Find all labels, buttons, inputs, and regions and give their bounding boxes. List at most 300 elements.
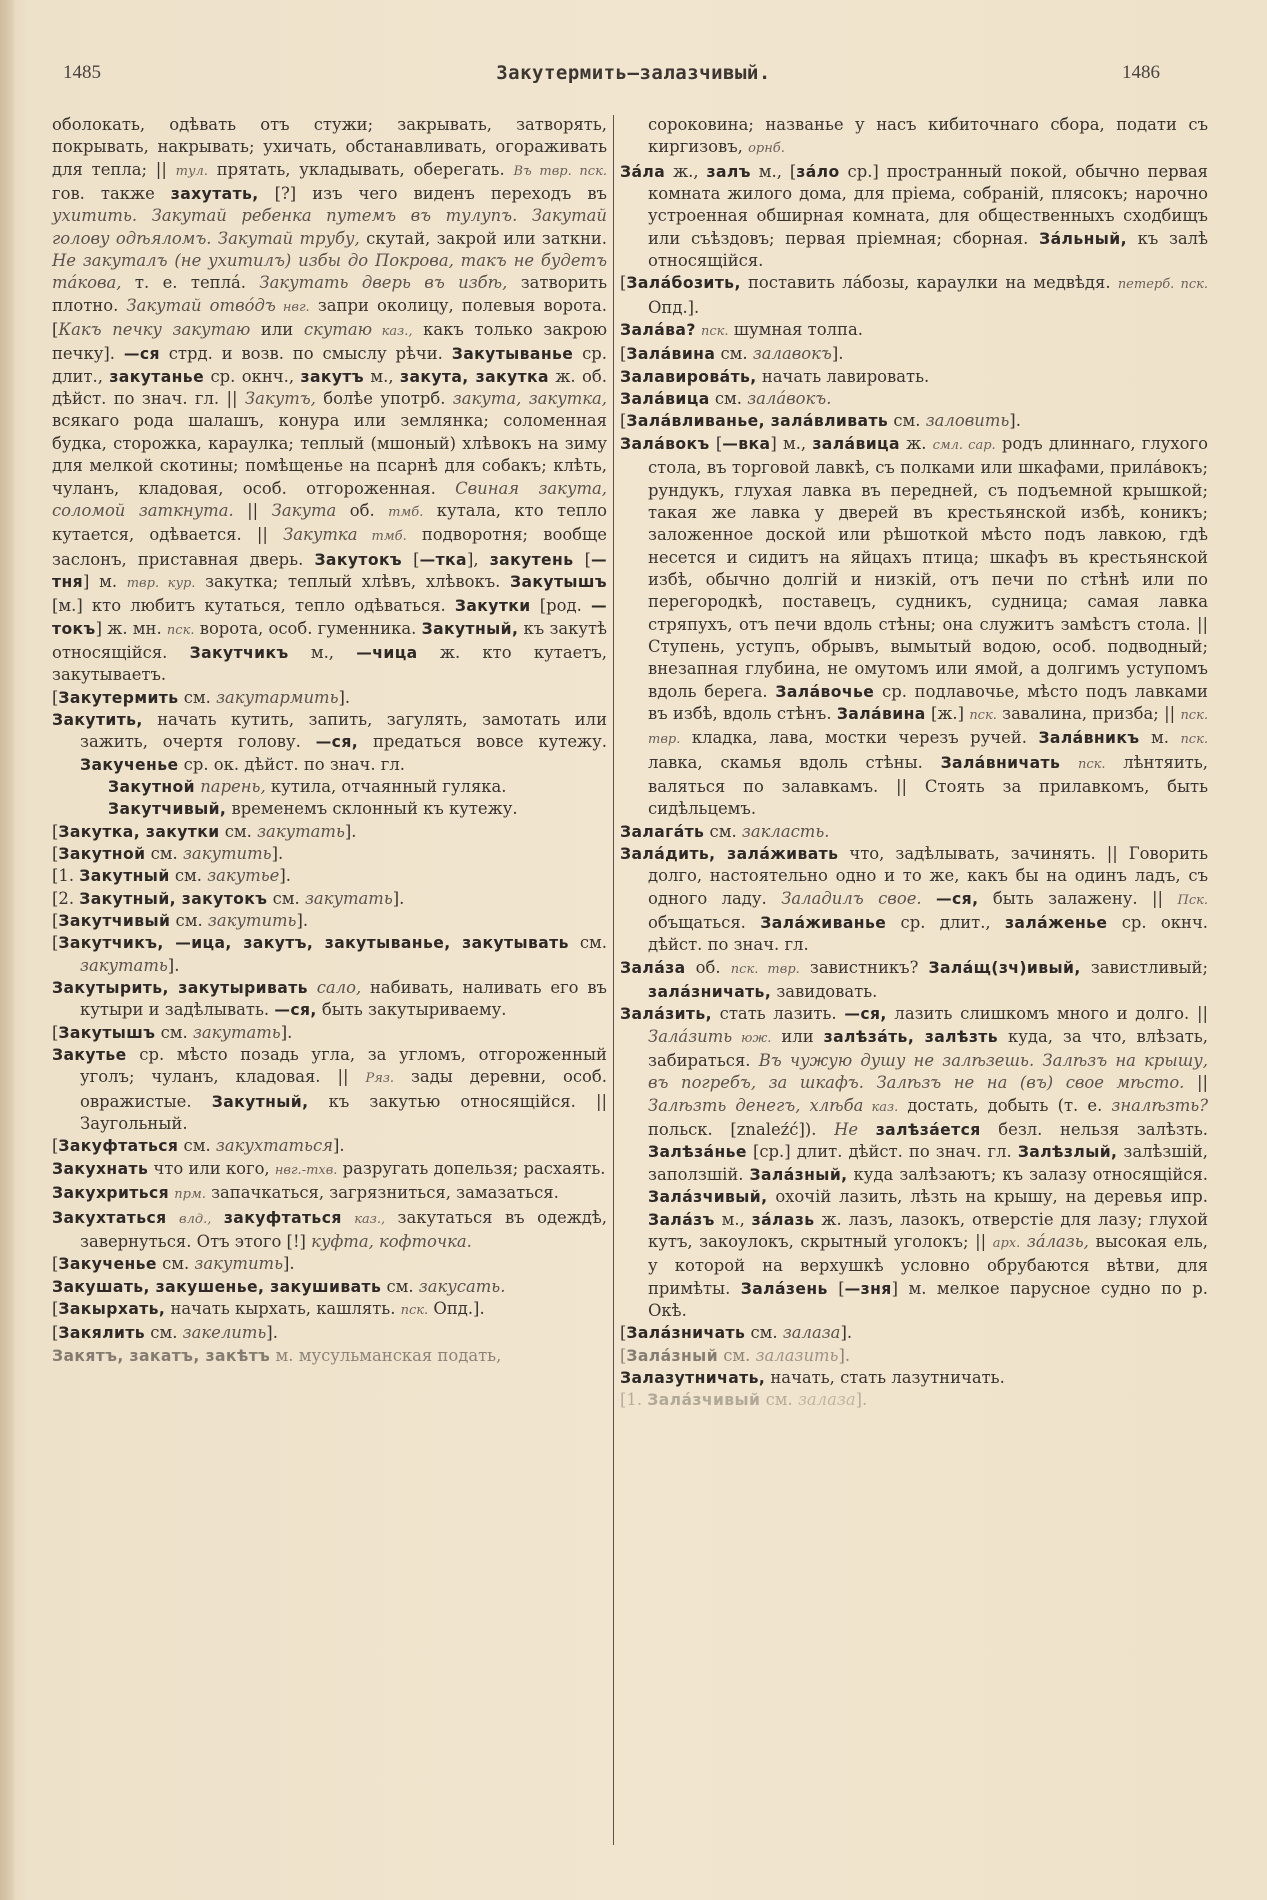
headword: Закухнать [52,1159,149,1178]
example-text: закутить [182,844,272,863]
definition-text: м., [288,642,357,662]
headword: Залáзъ [648,1210,715,1229]
definition-text: ср. окнч., [204,366,301,386]
region-abbrev: твр. кур. [126,575,196,591]
definition-text: запри околицу, полевыя ворота. [ [52,295,607,340]
definition-text: [ [52,1323,59,1343]
dictionary-entry [52,1022,607,1044]
dictionary-entry [620,1367,1208,1389]
example-text: Залѣзть денегъ, хлѣба [648,1095,864,1115]
headword: Залазутничать, [620,1368,766,1387]
definition-text: быть залажену. || [978,888,1178,908]
example-text: залаза [782,1323,841,1343]
definition-text: кладка, лава, мостки черезъ ручей. [680,728,1039,748]
definition-text: см. [178,1136,216,1156]
definition-text: начать лавировать. [756,366,930,386]
headword: —тня [52,550,608,591]
example-text: закутье [207,866,280,886]
headword: Залѣзлый, [1017,1143,1118,1162]
running-title: Закутермить—залазчивый. [496,62,771,84]
definition-text: [ [52,911,59,931]
definition-text: [ [52,1022,59,1042]
region-abbrev: каз. [863,1099,899,1115]
region-abbrev: пск. [969,707,997,723]
headword: —тка [419,550,467,569]
definition-text: см. [170,911,208,931]
definition-text: [ср.] длит. дѣйст. по знач. гл. [746,1142,1018,1162]
example-text: закутать [80,955,168,975]
definition-text: завалина, призба; || [996,703,1181,723]
dictionary-entry [52,1345,607,1367]
definition-text: см. [178,687,217,707]
definition-text: см. [219,821,258,841]
definition-text: временемъ склонный къ кутежу. [226,799,518,819]
headword: Закутермить [58,688,179,707]
definition-text: [ [620,344,627,364]
definition-text: стрд. и возв. по смыслу рѣчи. [159,344,452,364]
headword: Закутышъ [510,572,607,591]
definition-text: [ [52,1254,59,1274]
definition-text: ], [466,549,490,569]
definition-text: прятать, укладывать, оберегать. [207,159,514,179]
definition-text: [?] изъ чего виденъ переходъ въ [258,184,607,204]
definition-text: родъ длиннаго, глухого стола, въ торговой лавкѣ, съ полками или шкафами, прилáвокъ; рундукъ, глухая лавка въ передней, съ подъемной крышкой; такая же лавка у дверей въ крестьянской избѣ, коникъ; заложенное доской или рѣшоткой мѣсто подъ лавкою, гдѣ несется и сидитъ на яйцахъ птица; шкафъ въ крестьянской избѣ, обычно долгій и низкій, отъ печи по стѣнѣ или по перегородкѣ, поставецъ, судникъ, судница; самая лавка стряпухъ, отъ печи вдоль стѣны; она служитъ замѣстъ стола. || Ступень, уступъ, обрывъ, вымытый водою, особ. подводный; внезапная глубина, не омутомъ или ямой, а долгимъ уступомъ вдоль берега. [648,433,1209,701]
definition-text: кутала, кто тепло кутается, одѣвается. || [52,500,607,545]
dictionary-entry [620,433,1208,821]
headword: Закутырить, закутыривать [52,979,308,998]
headword: залѣзáется [875,1121,981,1140]
example-text: скутаю [303,320,373,340]
headword: зáлазь [751,1210,815,1229]
definition-text: скутай, закрой или заткни. [359,228,608,248]
definition-text: ср. окнч. дѣйст. по знач. гл. [648,913,1208,955]
headword: —чица [356,643,418,662]
example-text: зналѣзть? [1111,1095,1208,1115]
headword: Закутчивый [58,912,171,931]
headword: Закутчикъ, —ица, закутъ, закутыванье, закутывать [58,934,569,953]
definition-text: начать, стать лазутничать. [765,1367,1005,1387]
example-text: залазить [755,1345,839,1365]
region-abbrev: тмб. [357,529,407,545]
definition-text: ] м., [770,433,813,453]
definition-text: [ [52,687,59,707]
definition-text: оболокать, одѣвать отъ стужи; закрывать, затворять, покрывать, накрывать; ухичать, обстанавливать, огораживать для тепла; || [52,115,607,179]
headword: —ся, [274,1001,317,1020]
definition-text: набивать, наливать его въ кутыри и задѣлывать. [80,978,607,1020]
definition-text: куда, за что, влѣзать, забираться. [648,1026,1208,1071]
headword: Закутье [52,1046,127,1065]
definition-text: [ [52,1136,59,1156]
headword: Закутчивый, [108,800,227,819]
headword: Закутчикъ [189,643,289,662]
left-column [52,114,607,1367]
region-abbrev: орнб. [748,141,785,157]
definition-text: ср. длит., [886,913,1005,933]
region-abbrev: пск. твр. [648,707,1208,748]
dictionary-entry [52,798,607,820]
example-text: куфта, кофточка. [311,1231,472,1251]
definition-text: разругать допельзя; расхаять. [337,1158,606,1178]
dictionary-entry [620,319,1208,343]
definition-text: об. [336,500,389,520]
headword: Закушать, закушенье, закушивать [52,1277,382,1296]
headword: Закуфтаться [58,1137,179,1156]
definition-text: ] м. [83,571,127,591]
region-abbrev: смл. сар. [932,437,996,453]
definition-text: сороковина; названье у насъ кибиточнаго сбора, подати съ киргизовъ, [648,115,1208,157]
example-text: заловить [925,411,1010,431]
headword: Зáльный, [1039,229,1127,248]
definition-text: ж. лазъ, лазокъ, отверстіе для лазу; глухой кутъ, закоулокъ, скрытный уголокъ; || [648,1209,1208,1251]
definition-text: [ [620,1323,627,1343]
definition-text: лазить слишкомъ много и долго. || [886,1004,1208,1024]
definition-text: ср. длит., [52,344,607,386]
example-text: залавокъ [752,344,832,364]
example-text: закутать [257,821,345,841]
definition-text: ]. [280,1022,293,1042]
definition-text [342,1208,354,1227]
definition-text: см. [169,866,208,886]
right-column [620,114,1208,1412]
definition-text: затворить плотно. [52,273,607,315]
definition-text: м., [714,1209,752,1229]
headword: Закутный, [211,1092,309,1111]
region-abbrev: Пск. [1177,892,1208,908]
example-text: закелить [182,1323,267,1343]
definition-text: предаться вовсе кутежу. [358,732,607,752]
region-abbrev: пск. твр. [730,961,800,977]
definition-text: ]. [167,955,180,975]
dictionary-entry [620,1345,1208,1367]
definition-text: см. [715,344,753,364]
example-text: Закута [271,500,337,520]
dictionary-entry [52,1158,607,1182]
definition-text: ср. ок. дѣйст. по знач. гл. [178,754,405,774]
definition-text: ]. [831,344,844,364]
region-abbrev: тул. [175,163,208,179]
headword: Залавировáть, [620,367,757,386]
definition-text: [ [620,1345,627,1365]
headword: залѣзáть, залѣзть [823,1027,998,1046]
headword: Залáзчивый, [648,1188,768,1207]
dictionary-entry [620,114,1208,161]
definition-text: быть закутыриваему. [316,1000,507,1020]
headword: Залáживанье [760,914,887,933]
definition-text: польск. [znaleźć]). [648,1120,835,1140]
definition-text: лѣнтяить, валяться по залавкамъ. || Стоять за прилавкомъ, быть сидѣльцемъ. [648,752,1208,819]
example-text: закусать. [418,1276,506,1296]
headword: Закутной [108,777,196,796]
region-abbrev: пск. [166,622,195,638]
definition-text: см. [381,1276,419,1296]
headword: Закухтаться [52,1208,167,1227]
definition-text [1060,753,1078,772]
headword: Закутка, закутки [58,822,220,841]
dictionary-entry [620,272,1208,319]
headword: Залáвочье [775,682,875,701]
example-text: Закутъ, [244,389,316,409]
dictionary-entry [52,1322,607,1344]
definition-text [308,978,317,997]
headword: закутень [489,550,574,569]
example-text: Залáзить [648,1026,733,1046]
headword: Закухриться [52,1184,170,1203]
definition-text: [ [52,821,59,841]
headword: Закутокъ [314,550,403,569]
headword: Закутыванье [451,345,574,364]
headword: Залáбозить, [626,274,741,293]
dictionary-entry [620,161,1208,273]
page-number-left: 1485 [63,62,101,83]
headword: закуфтаться [223,1208,342,1227]
example-text: Въ чужую душу не залѣзешь. Залѣзъ на крышу, въ погребъ, за шкафъ. Залѣзъ не на (въ) свое мѣсто. [648,1051,1208,1093]
region-abbrev: Ряз. [365,1071,395,1087]
definition-text [1020,1232,1027,1251]
definition-text: ]. [855,1390,868,1410]
region-abbrev: пск. [701,324,729,340]
definition-text: ]. [332,1136,345,1156]
definition-text: что, задѣлывать, зачинять. || Говорить долго, настоятельно одно и то же, какъ бы на одинъ ладъ, съ одного ладу. [648,844,1208,908]
headword: Залáвникъ [1038,729,1140,748]
definition-text: ]. [1009,411,1021,431]
definition-text: см. [718,1345,756,1365]
definition-text: стать лазить. [711,1004,845,1024]
dictionary-entry [52,888,607,910]
definition-text: [ [52,844,59,863]
region-abbrev: юж. [732,1030,772,1046]
definition-text [211,1208,223,1227]
example-text: закутармить [216,687,339,707]
dictionary-entry [52,776,607,798]
headword: Закутный, [421,619,519,638]
headword: Закырхать, [58,1299,166,1318]
dictionary-entry [620,388,1208,410]
definition-text: см. [568,933,607,953]
headword: Зáла [620,162,666,181]
definition-text: ж. [899,433,933,453]
example-text: закутать [304,888,393,908]
headword: Залагáть [620,822,705,841]
definition-text: объщаться. [648,913,761,933]
headword: Закутный, закутокъ [79,889,268,908]
headword: Залáза [620,958,686,977]
example-text: Закутать дверь въ избѣ, [259,273,508,293]
dictionary-entry [620,343,1208,365]
example-text: закласть. [741,821,830,841]
definition-text: || [233,500,272,520]
definition-text: [2. [52,888,80,908]
dictionary-entry [52,1276,607,1298]
headword: Закученье [58,1255,157,1274]
definition-text: завистливый; [1080,957,1208,977]
definition-text: шумная толпа. [728,320,863,340]
example-text: закута, закутка, [452,389,608,409]
dictionary-entry [620,1322,1208,1344]
headword: Закялить [58,1324,146,1343]
definition-text: закутаться въ одеждѣ, завернуться. Отъ этого [!] [80,1207,607,1251]
dictionary-entry [620,410,1208,432]
definition-text: зады деревни, особ. овражистые. [80,1067,608,1111]
definition-text: ]. [296,911,309,931]
definition-text: [ [52,1298,59,1318]
dictionary-entry [620,1389,1208,1411]
example-text: парень, [200,776,266,796]
definition-text: см. [745,1323,783,1343]
definition-text: высокая ель, у которой на верхушкѣ условно обрубаются вѣтви, для примѣты. [648,1231,1208,1298]
definition-text: [ [52,933,59,953]
definition-text: ж., [665,161,707,181]
dictionary-entry [620,957,1208,1004]
headword: Закятъ, закатъ, закѣтъ [52,1346,271,1365]
definition-text: [м.] кто любитъ кутаться, тепло одѣваться. [52,596,455,616]
headword: —токъ [52,597,607,638]
dictionary-entry [52,1253,607,1275]
definition-text: ]. [338,687,351,707]
definition-text: ]. [838,1345,851,1365]
definition-text: какъ только закрою печку]. [52,320,607,364]
headword: Закутить, [52,710,143,729]
dictionary-entry [52,709,607,776]
definition-text: ]. [344,821,357,841]
definition-text: лавка, скамья вдоль стѣны. [648,752,941,772]
definition-text: [ [573,549,592,569]
dictionary-entry [52,1182,607,1206]
example-text: Свиная закута, соломой заткнута. [52,478,607,520]
headword: Залáзный [626,1346,719,1365]
definition-text: т. е. теплá. [121,273,260,293]
definition-text: охочій лазить, лѣзть на крышу, на деревья ипр. [767,1187,1208,1207]
example-text: Закутка [283,525,358,545]
definition-text: см. [145,844,183,863]
dictionary-entry [52,1135,607,1157]
headword: Залáзень [740,1279,828,1298]
headword: Залáвокъ [620,434,710,453]
definition-text: [ [620,273,627,293]
page-number-right: 1486 [1122,62,1160,83]
dictionary-entry [52,910,607,932]
dictionary-entry [52,114,607,687]
region-abbrev: петерб. пск. [1117,277,1209,293]
definition-text: безл. нельзя залѣзть. [980,1120,1208,1140]
definition-text: см. [145,1323,183,1343]
definition-text: гов. также [52,184,171,204]
headword: Залáвливанье, залáвливать [626,412,889,431]
definition-text: завистникъ? [799,957,929,977]
dictionary-entry [52,1207,607,1254]
region-abbrev: тмб. [388,504,424,520]
definition-text: м. мусульманская подать, [270,1345,502,1365]
definition-text: ]. [266,1323,278,1343]
definition-text: ср. подлавочье, мѣсто подъ лавками въ избѣ, вдоль стѣнъ. [648,681,1208,723]
region-abbrev: нвг.-тхв. [274,1162,338,1178]
definition-text: м. [1139,728,1181,748]
definition-text: достать, добыть (т. е. [898,1095,1112,1115]
definition-text: см. [155,1022,193,1042]
region-abbrev: Въ твр. пск. [513,163,607,179]
example-text: залáвокъ. [747,389,832,409]
headword: Закутной [58,845,146,863]
headword: Залáзчивый [647,1391,761,1410]
definition-text: [1. [620,1390,648,1410]
dictionary-entry [620,1003,1208,1322]
dictionary-entry [52,1044,607,1135]
headword: Закутки [454,597,531,616]
headword: —ся, [844,1005,887,1024]
dictionary-entry [52,843,607,865]
example-text: закутить [207,911,297,931]
headword: закутъ [300,367,364,386]
definition-text: ж. об. дѣйст. по знач. гл. || [52,366,608,409]
definition-text: см. [267,888,305,908]
headword: залъ [706,162,751,181]
definition-text: ж. кто кутаетъ, закутываетъ. [52,642,608,685]
definition-text: что или кого, [148,1158,275,1178]
headword: —зня [844,1279,892,1298]
definition-text: или [250,320,304,340]
headword: —ся, [936,889,979,908]
headword: Залáвица [620,390,710,409]
headword: Залѣзáнье [648,1143,747,1162]
headword: Залáвина [836,704,926,723]
example-text: залаза [797,1390,856,1410]
definition-text: ] м. мелкое парусное судно по р. Окѣ. [648,1278,1208,1320]
book-spine-shadow [0,0,14,1900]
definition-text: см. [888,411,926,431]
headword: Залáзный, [749,1165,848,1184]
definition-text: см. [760,1390,798,1410]
dictionary-entry [620,843,1208,957]
headword: Залáвничать [940,753,1061,772]
definition-text: къ закутѣ относящійся. [52,618,607,662]
definition-text: куда залѣзаютъ; къ залазу относящійся. [847,1164,1208,1184]
region-abbrev: нвг. [275,299,310,315]
definition-text: [ж.] [925,703,970,723]
headword: Залáзничать [626,1324,746,1343]
region-abbrev: каз., [372,324,413,340]
region-abbrev: прм. [174,1187,206,1203]
headword: Закутышъ [58,1023,156,1042]
definition-text: всякаго рода шалашъ, конура или землянка; соломенная будка, сторожка, караулка; теплый (мшоный) хлѣвокъ на зиму для мелкой скотины; помѣщенье на псарнѣ для собакъ; клѣть, чуланъ, кладовая, особ. отгороженная. [52,411,607,498]
headword: залáвица [812,434,900,453]
region-abbrev: пск. [400,1302,429,1318]
definition-text: Опд.]. [648,297,700,317]
definition-text: ]. [271,844,284,863]
region-abbrev: каз., [354,1211,386,1227]
column-divider [613,115,614,1845]
definition-text: закутка; теплый хлѣвъ, хлѣвокъ. [195,571,511,591]
headword: закута, закутка [400,367,549,386]
headword: Залáдить, залáживать [620,845,839,863]
example-text: Закутай отвóдъ [126,295,276,315]
headword: Закученье [80,755,179,774]
definition-text: см. [156,1254,195,1274]
definition-text: Опд.]. [428,1298,485,1318]
example-text: Какъ печку закутаю [58,320,251,340]
definition-text: об. [685,957,731,977]
definition-text: ] ж. мн. [95,618,167,638]
definition-text: [ [620,411,627,431]
dictionary-entry [620,366,1208,388]
definition-text: [1. [52,866,80,886]
headword: закутанье [109,367,205,386]
headword: Залáщ(зч)ивый, [928,958,1081,977]
definition-text: залѣзшій, заползшій. [648,1142,1208,1184]
definition-text: ср.] пространный покой, обычно первая комната жилого дома, для пріема, собраній, плясокъ; нарочно устроенная обширная комната, для общественныхъ сходбищъ или съѣздовъ; первая пріемная; сборная. [648,161,1209,248]
definition-text: м., [363,366,400,386]
headword: Залáвина [626,345,716,364]
definition-text: м., [ [750,161,797,181]
definition-text: ворота, особ. гуменника. [194,618,422,638]
